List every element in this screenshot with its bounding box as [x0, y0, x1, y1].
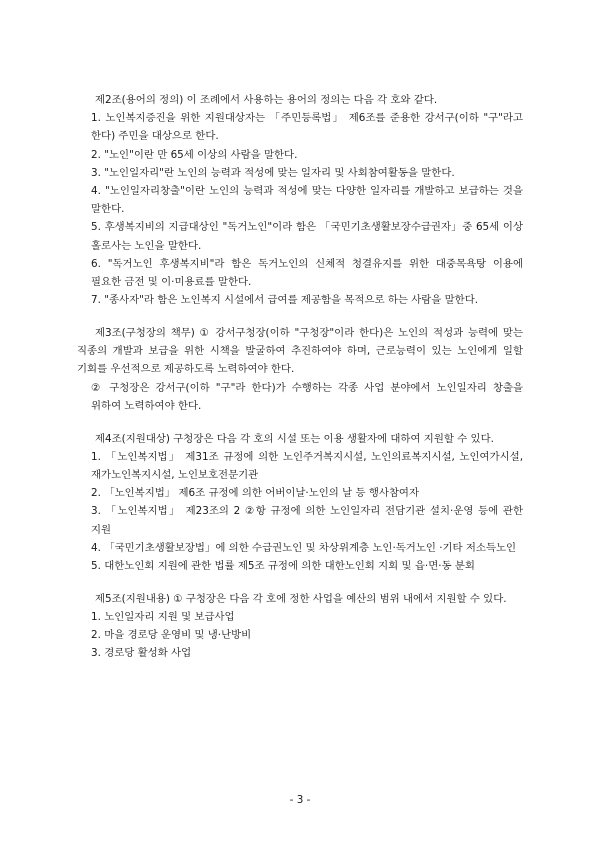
article-item: 5. 대한노인회 지원에 관한 법률 제5조 규정에 의한 대한노인회 지회 및 읍·면·동 분회: [91, 560, 475, 573]
article-item: 5. 후생복지비의 지급대상인 "독거노인"이라 함은 「국민기초생활보장수급권자」중 65세 이상 홀로사는 노인을 말한다.: [91, 221, 523, 252]
article-2: [77, 91, 523, 309]
article-3: [77, 324, 523, 415]
article-heading: 제5조(지원내용) ① 구청장은 다음 각 호에 정한 사업을 예산의 범위 내에서 지원할 수 있다.: [95, 592, 507, 605]
document-body: [77, 91, 523, 663]
page-number: - 3 -: [289, 794, 311, 806]
article-item: 1. 노인일자리 지원 및 보급사업: [91, 611, 235, 624]
article-item: 1. 노인복지증진을 위한 지원대상자는 「주민등록법」 제6조를 준용한 강서구(이하 "구"라고 한다) 주민을 대상으로 한다.: [91, 112, 523, 143]
article-heading: 제2조(용어의 정의) 이 조례에서 사용하는 용어의 정의는 다음 각 호와 같다.: [95, 94, 438, 106]
article-item: 3. 「노인복지법」 제23조의 2 ②항 규정에 의한 노인일자리 전담기관 설치·운영 등에 관한 지원: [91, 505, 523, 536]
article-item: 4. "노인일자리창출"이란 노인의 능력과 적성에 맞는 다양한 일자리를 개발하고 보급하는 것을 말한다.: [91, 185, 523, 216]
article-5: [77, 590, 523, 663]
article-item: 3. 경로당 활성화 사업: [91, 647, 192, 660]
article-item: 2. 「노인복지법」 제6조 규정에 의한 어버이날·노인의 날 등 행사참여자: [91, 487, 419, 500]
article-item: 7. "종사자"라 함은 노인복지 시설에서 급여를 제공함을 목적으로 하는 사람을 말한다.: [91, 294, 479, 307]
article-item: 2. "노인"이란 만 65세 이상의 사람을 말한다.: [91, 148, 298, 161]
article-heading: 제3조(구청장의 책무) ① 강서구청장(이하 "구청장"이라 한다)은 노인의 적성과 능력에 맞는 직종의 개발과 보급을 위한 시책을 발굴하여 추진하여야 하며, 근로능력이 있는 노인에게 일할 기회를 우선적으로 제공하도록 노력하여야 한다.: [77, 327, 523, 376]
paragraph-gap: [77, 309, 523, 324]
article-item: ② 구청장은 강서구(이하 "구"라 한다)가 수행하는 각종 사업 분야에서 노인일자리 창출을 위하여 노력하여야 한다.: [91, 381, 523, 412]
article-item: 4. 「국민기초생활보장법」에 의한 수급권노인 및 차상위계층 노인·독거노인 ·기타 저소득노인: [91, 541, 517, 554]
article-4: [77, 430, 523, 576]
article-item: 3. "노인일자리"란 노인의 능력과 적성에 맞는 일자리 및 사회참여활동을 말한다.: [91, 166, 455, 179]
paragraph-gap: [77, 575, 523, 590]
paragraph-gap: [77, 415, 523, 430]
article-item: 6. "독거노인 후생복지비"라 함은 독거노인의 신체적 청결유지를 위한 대중목욕탕 이용에 필요한 금전 및 이·미용료를 말한다.: [91, 257, 523, 289]
article-heading: 제4조(지원대상) 구청장은 다음 각 호의 시설 또는 이용 생활자에 대하여 지원할 수 있다.: [95, 432, 494, 445]
article-item: 2. 마을 경로당 운영비 및 냉·난방비: [91, 629, 252, 642]
article-item: 1. 「노인복지법」 제31조 규정에 의한 노인주거복지시설, 노인의료복지시설, 노인여가시설, 재가노인복지시설, 노인보호전문기관: [91, 450, 523, 482]
